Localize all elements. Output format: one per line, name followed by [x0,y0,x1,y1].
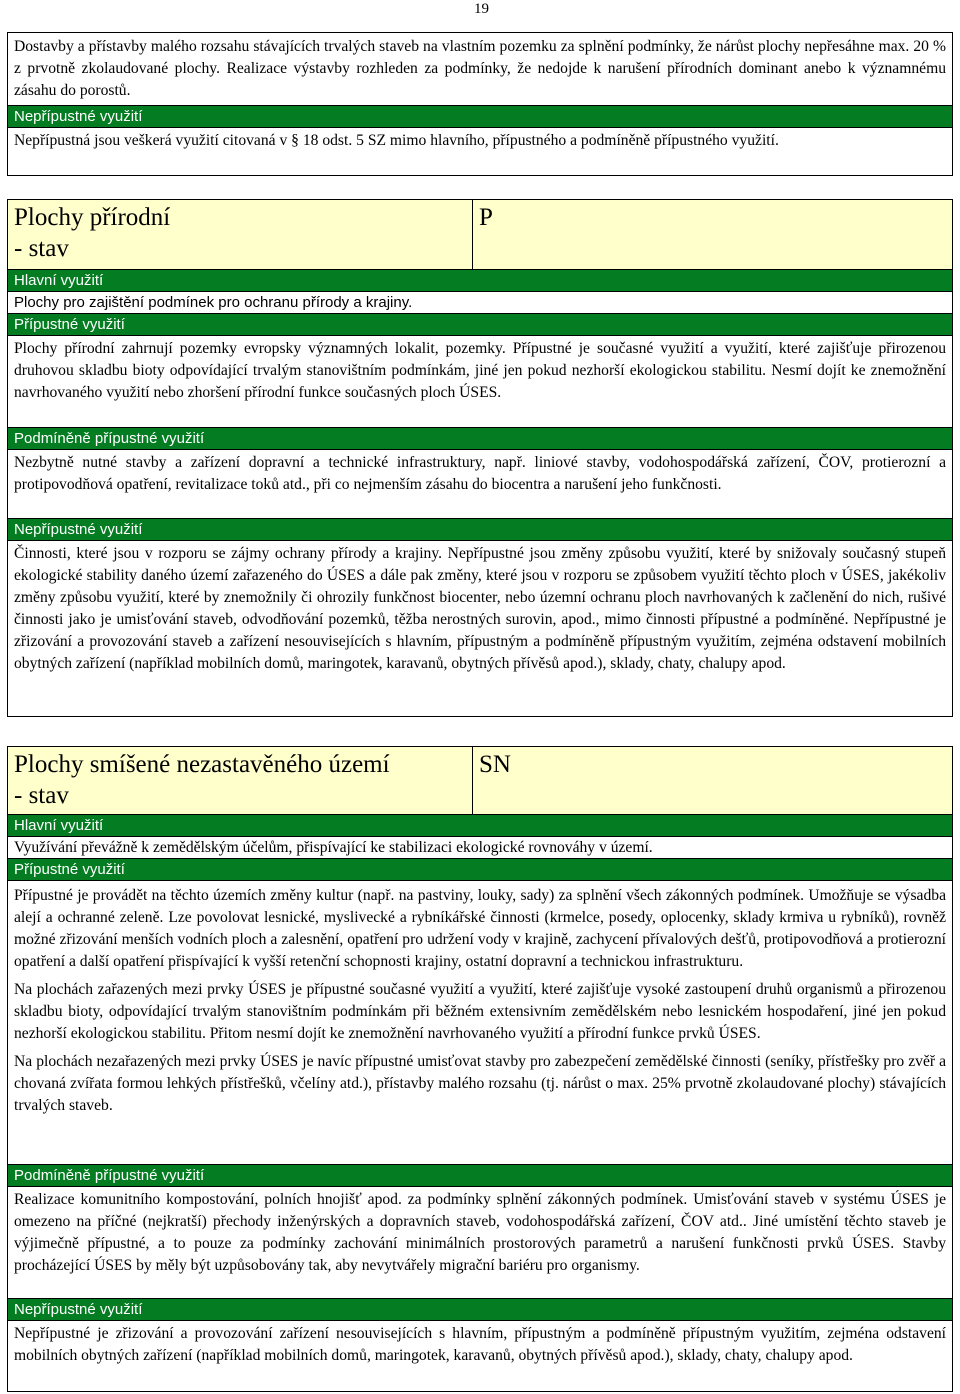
neprip-heading: Nepřípustné využití [8,519,952,541]
page-number: 19 [474,1,489,17]
hlavni-text: Plochy pro zajištění podmínek pro ochranu přírody a krajiny. [8,292,952,314]
podminene-text: Nezbytně nutné stavby a zařízení dopravní a technické infrastruktury, např. liniové stavby, vodohospodářská zařízení, ČOV, protierozní a protipovodňová opatření, revitalizace toků atd., při co nejmenším zásahu do biocentra a narušení jeho funkčnosti. [8,450,952,519]
section-plochy-smisene [7,746,953,1392]
section-title [8,200,473,269]
neprip-text: Činnosti, které jsou v rozporu se zájmy ochrany přírody a krajiny. Nepřípustné jsou změny způsobu využití, které by snižovaly současný stupeň ekologické stability daného území zařazeného do ÚSES a dále pak změny, které jsou v rozporu se způsobem využití těchto ploch v ÚSES, jakékoliv změny způsobu využití, které by znemožnily či ohrozily funkčnost biocenter, nebo územní ochranu ploch navrhovaných k začlenění do nich, rušivé činnosti jako je umisťování staveb, odvodňování pozemků, těžba nerostných surovin, apod., mimo činnosti přípustné a podmíněné. Nepřípustné je zřizování a provozování staveb a zařízení nesouvisejících s hlavním, přípustným a podmíněně přípustným využitím, zejména odstavení mobilních obytných zařízení (například mobilních domů, maringotek, karavanů, obytných přívěsů apod.), sklady, chaty, chalupy apod. [14,545,946,672]
pripustne-paragraph: Na plochách zařazených mezi prvky ÚSES je přípustné současné využití a využití, které zajišťuje vysoké zastoupení druhů organismů a přirozenou skladbu bioty, odpovídající trvalým stanovištním podmínkám při běžném extensivním zemědělském nebo lesnickém hospodaření, jiné jen pokud nezhorší ekologickou stabilitu. Přitom nesmí dojít ke znemožnění navrhovaného využití a přírodní funkce prvků ÚSES. [14,981,946,1042]
section-code: SN [479,751,511,778]
section-continuation [7,32,953,176]
section-subtitle: - stav [14,782,69,809]
hlavni-heading: Hlavní využití [8,270,952,292]
section-title-row [8,200,952,270]
neprip-heading: Nepřípustné využití [8,106,952,128]
hlavni-heading: Hlavní využití [8,815,952,837]
podminene-heading: Podmíněně přípustné využití [8,1165,952,1187]
continuation-text: Dostavby a přístavby malého rozsahu stávajících trvalých staveb na vlastním pozemku za splnění podmínky, že nárůst plochy nepřesáhne max. 20 % z prvotně zkolaudované plochy. Realizace výstavby rozhleden za podmínky, že nedojde k narušení přírodních dominant anebo k významnému zásahu do porostů. [8,33,952,106]
pripustne-paragraph: Přípustné je provádět na těchto územích změny kultur (např. na pastviny, louky, sady) za splnění všech zákonných podmínek. Umožňuje se výsadba alejí a ochranné zeleně. Lze povolovat lesnické, myslivecké a rybníkářské činnosti (krmelce, posedy, oplocenky, sklady krmiva u rybníků), rovněž možné zřizování menších vodních ploch a zalesnění, opatření pro udržení vody v krajině, zachycení přívalových dešťů, protipovodňová a protierozní opatření a další opatření přispívající k vyšší retenční schopnosti krajiny, ostatní dopravní a technickou infrastrukturu. [14,887,946,970]
pripustne-block [8,881,952,1165]
pripustne-text: Plochy přírodní zahrnují pozemky evropsky významných lokalit, pozemky. Přípustné je současné využití a využití, které zajišťuje přirozenou druhovou skladbu bioty odpovídající trvalým stanovištním podmínkám, jiné jen pokud nezhorší ekologickou stabilitu. Nesmí dojít ke znemožnění navrhovaného využití nebo zhoršení přírodní funkce současných ploch ÚSES. [8,336,952,428]
neprip-text: Nepřípustná jsou veškerá využití citovaná v § 18 odst. 5 SZ mimo hlavního, přípustného a podmíněně přípustného využití. [14,132,779,149]
section-title-row [8,747,952,815]
podminene-heading: Podmíněně přípustné využití [8,428,952,450]
neprip-text: Nepřípustné je zřizování a provozování zařízení nesouvisejících s hlavním, přípustným a podmíněně přípustným využitím, zejména odstavení mobilních obytných zařízení (například mobilních domů, maringotek, karavanů, obytných přívěsů apod.), sklady, chaty, chalupy apod. [14,1325,946,1364]
pripustne-heading: Přípustné využití [8,859,952,881]
section-title-text: Plochy přírodní [14,204,171,231]
neprip-heading: Nepřípustné využití [8,1299,952,1321]
section-title-text: Plochy smíšené nezastavěného území [14,751,390,778]
section-subtitle: - stav [14,235,69,262]
podminene-text: Realizace komunitního kompostování, polních hnojišť apod. za podmínky splnění zákonných podmínek. Umisťování staveb v systému ÚSES je omezeno na příčné (nejkratší) přechody inženýrských a dopravních staveb, vodohospodářská zařízení, ČOV atd.. Jiné umístění těchto staveb je výjimečně přípustné, a to pouze za podmínky zachování minimálních prostorových parametrů a narušení funkčnosti prvků ÚSES. Stavby procházející ÚSES by měly být uzpůsobovány tak, aby nevytvářely migrační bariéru pro organismy. [8,1187,952,1299]
pripustne-paragraph: Na plochách nezařazených mezi prvky ÚSES je navíc přípustné umisťovat stavby pro zabezpečení zemědělské činnosti (seníky, přístřešky pro zvěř a chovaná zvířata formou lehkých přístřešků, včelíny atd.), přístavby malého rozsahu (tj. nárůst o max. 25% prvotně zkolaudované plochy) stávajících trvalých staveb. [14,1053,946,1114]
hlavni-text: Využívání převážně k zemědělským účelům, přispívající ke stabilizaci ekologické rovnováhy v území. [8,837,952,859]
section-title [8,747,473,814]
section-code: P [479,204,493,231]
section-plochy-prirodni [7,199,953,717]
pripustne-heading: Přípustné využití [8,314,952,336]
